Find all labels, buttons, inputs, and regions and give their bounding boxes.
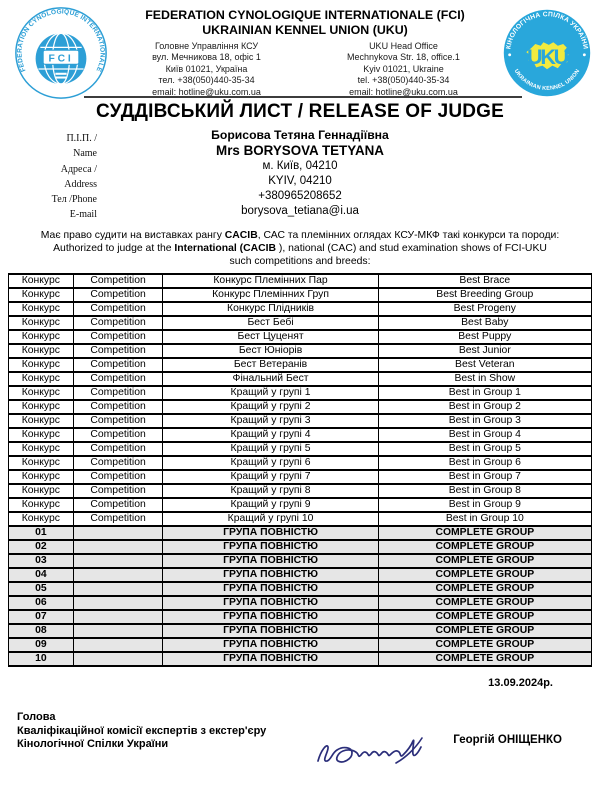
table-cell: Competition — [73, 400, 163, 414]
judge-email: borysova_tetiana@i.ua — [241, 205, 359, 218]
table-cell: Конкурс — [9, 316, 74, 330]
table-cell: ГРУПА ПОВНІСТЮ — [163, 540, 378, 554]
table-cell: Конкурс Племінних Груп — [163, 288, 378, 302]
table-cell: 10 — [9, 652, 74, 666]
table-cell: Best in Group 8 — [378, 484, 591, 498]
table-cell: 07 — [9, 610, 74, 624]
table-cell: Бест Цуценят — [163, 330, 378, 344]
table-cell: 08 — [9, 624, 74, 638]
table-cell: Competition — [73, 414, 163, 428]
table-cell: Competition — [73, 456, 163, 470]
table-cell: Бест Юніорів — [163, 344, 378, 358]
uku-ring-bottom-text: UKRAINIAN KENNEL UNION — [512, 68, 582, 92]
office-en-line: Kyiv 01021, Ukraine — [363, 63, 444, 74]
table-cell: Best Puppy — [378, 330, 591, 344]
table-cell: Кращий у групі 4 — [163, 428, 378, 442]
table-row — [9, 484, 592, 498]
table-cell: Конкурс — [9, 372, 74, 386]
office-en-line: tel. +38(050)440-35-34 — [357, 75, 450, 86]
table-cell: Конкурс — [9, 386, 74, 400]
page-title: СУДДІВСЬКИЙ ЛИСТ / RELEASE OF JUDGE — [95, 101, 505, 122]
table-cell: Конкурс Плідників — [163, 302, 378, 316]
table-cell: COMPLETE GROUP — [378, 554, 591, 568]
table-cell: Best in Group 1 — [378, 386, 591, 400]
signer-position-line: Голова — [17, 711, 56, 723]
label-address-uk: Адреса / — [60, 163, 97, 175]
table-cell: Кращий у групі 6 — [163, 456, 378, 470]
label-phone: Тел /Phone — [51, 194, 97, 206]
table-cell: Конкурс Племінних Пар — [163, 274, 378, 288]
judge-name-en: Mrs BORYSOVA TETYANA — [216, 143, 384, 159]
table-row — [9, 638, 592, 652]
fci-logo-icon — [14, 6, 108, 105]
table-cell: Best Junior — [378, 344, 591, 358]
document-date: 13.09.2024р. — [488, 677, 553, 689]
table-row — [9, 330, 592, 344]
office-address-en — [305, 41, 502, 98]
judge-info-labels — [0, 131, 97, 223]
signer-position-line: Кваліфікаційної комісії експертів з екстер'єру — [17, 724, 267, 737]
office-uk-line: Київ 01021, Україна — [165, 63, 248, 74]
table-cell: Конкурс — [9, 288, 74, 302]
table-cell: Конкурс — [9, 428, 74, 442]
table-cell: Фінальний Бест — [163, 372, 378, 386]
table-cell: ГРУПА ПОВНІСТЮ — [163, 526, 378, 540]
table-cell: 06 — [9, 596, 74, 610]
judge-info-section — [0, 128, 600, 221]
header-center — [108, 4, 502, 98]
table-cell: 04 — [9, 568, 74, 582]
table-cell: Competition — [73, 484, 163, 498]
authorization-line2: Authorized to judge at the International (CACIB ), national (CAC) and stud examination shows of FCI-UKU — [53, 243, 547, 254]
label-email: E-mail — [69, 209, 97, 221]
table-cell: ГРУПА ПОВНІСТЮ — [163, 624, 378, 638]
table-row — [9, 358, 592, 372]
table-cell: Кращий у групі 8 — [163, 484, 378, 498]
uku-logo-icon — [502, 8, 592, 103]
label-name-uk: П.І.П. / — [66, 133, 97, 144]
table-cell: Competition — [73, 330, 163, 344]
table-row — [9, 596, 592, 610]
table-cell — [73, 526, 163, 540]
table-row — [9, 456, 592, 470]
table-cell: Competition — [73, 386, 163, 400]
header-addresses — [108, 41, 502, 98]
office-uk-line: email: hotline@uku.com.ua — [152, 86, 261, 97]
table-row — [9, 568, 592, 582]
table-row — [9, 652, 592, 666]
table-cell — [73, 638, 163, 652]
table-cell: 09 — [9, 638, 74, 652]
table-row — [9, 386, 592, 400]
label-name-en: Name — [73, 148, 97, 160]
table-cell: Конкурс — [9, 414, 74, 428]
table-row — [9, 554, 592, 568]
table-cell: Competition — [73, 428, 163, 442]
table-cell: COMPLETE GROUP — [378, 582, 591, 596]
table-cell — [73, 582, 163, 596]
table-cell: Кращий у групі 7 — [163, 470, 378, 484]
table-cell: 02 — [9, 540, 74, 554]
office-en-line: email: hotline@uku.com.ua — [349, 86, 458, 97]
table-cell: Конкурс — [9, 456, 74, 470]
table-cell — [73, 596, 163, 610]
authorization-line3: such competitions and breeds: — [229, 256, 371, 267]
judge-name-uk: Борисова Тетяна Геннадіївна — [211, 128, 389, 142]
table-cell — [73, 610, 163, 624]
table-cell: Конкурс — [9, 400, 74, 414]
table-cell: Best Breeding Group — [378, 288, 591, 302]
table-row — [9, 526, 592, 540]
table-cell: Best in Show — [378, 372, 591, 386]
table-row — [9, 512, 592, 526]
table-cell: COMPLETE GROUP — [378, 624, 591, 638]
table-row — [9, 428, 592, 442]
table-row — [9, 372, 592, 386]
table-cell: Конкурс — [9, 274, 74, 288]
table-cell: Best Baby — [378, 316, 591, 330]
table-cell — [73, 652, 163, 666]
table-cell: Best in Group 5 — [378, 442, 591, 456]
table-row — [9, 582, 592, 596]
table-cell: Best in Group 4 — [378, 428, 591, 442]
table-cell: Competition — [73, 274, 163, 288]
table-cell: Best Veteran — [378, 358, 591, 372]
table-cell: ГРУПА ПОВНІСТЮ — [163, 554, 378, 568]
table-cell: ГРУПА ПОВНІСТЮ — [163, 652, 378, 666]
signer-position — [17, 711, 266, 752]
table-row — [9, 400, 592, 414]
table-cell: Best in Group 9 — [378, 498, 591, 512]
table-cell: COMPLETE GROUP — [378, 652, 591, 666]
table-cell: COMPLETE GROUP — [378, 540, 591, 554]
table-cell: Best in Group 6 — [378, 456, 591, 470]
table-cell: Конкурс — [9, 498, 74, 512]
table-cell: Competition — [73, 302, 163, 316]
table-cell: Competition — [73, 470, 163, 484]
table-cell: ГРУПА ПОВНІСТЮ — [163, 638, 378, 652]
table-cell — [73, 554, 163, 568]
table-cell: Кращий у групі 9 — [163, 498, 378, 512]
office-en-line: Mechnykova Str. 18, office.1 — [347, 52, 460, 63]
table-row — [9, 288, 592, 302]
signature — [312, 723, 437, 773]
fci-ring-text: FEDERATION CYNOLOGIQUE INTERNATIONALE — [16, 8, 106, 73]
table-cell: Competition — [73, 316, 163, 330]
office-uk-line: тел. +38(050)440-35-34 — [158, 75, 255, 86]
office-uk-line: вул. Мечникова 18, офіс 1 — [152, 52, 261, 63]
table-cell — [73, 568, 163, 582]
table-row — [9, 470, 592, 484]
table-cell: Кращий у групі 2 — [163, 400, 378, 414]
table-row — [9, 316, 592, 330]
table-cell: COMPLETE GROUP — [378, 610, 591, 624]
org-title-line1: FEDERATION CYNOLOGIQUE INTERNATIONALE (FCI) — [145, 8, 465, 22]
table-cell: Competition — [73, 512, 163, 526]
table-cell: Кращий у групі 3 — [163, 414, 378, 428]
footer-section — [0, 701, 600, 796]
table-cell: 03 — [9, 554, 74, 568]
table-cell: Конкурс — [9, 330, 74, 344]
header — [0, 4, 600, 97]
table-row — [9, 414, 592, 428]
table-row — [9, 442, 592, 456]
judge-city-uk: м. Київ, 04210 — [262, 159, 338, 172]
table-cell: ГРУПА ПОВНІСТЮ — [163, 596, 378, 610]
groups-body — [9, 526, 592, 666]
judge-phone: +380965208652 — [258, 190, 342, 203]
table-cell: COMPLETE GROUP — [378, 568, 591, 582]
table-cell: ГРУПА ПОВНІСТЮ — [163, 568, 378, 582]
table-cell: ГРУПА ПОВНІСТЮ — [163, 582, 378, 596]
table-cell: Competition — [73, 442, 163, 456]
table-cell: Competition — [73, 358, 163, 372]
table-cell: COMPLETE GROUP — [378, 638, 591, 652]
table-cell: 01 — [9, 526, 74, 540]
table-cell: ГРУПА ПОВНІСТЮ — [163, 610, 378, 624]
table-cell: Competition — [73, 344, 163, 358]
authorization-line1: Має право судити на виставках рангу CACIB, САС та племінних оглядах КСУ-МКФ такі конкурси та породи: — [40, 230, 560, 241]
table-row — [9, 624, 592, 638]
table-row — [9, 610, 592, 624]
label-address-en: Address — [64, 178, 97, 190]
office-address-uk — [108, 41, 305, 98]
table-cell: Competition — [73, 372, 163, 386]
table-cell: Competition — [73, 498, 163, 512]
table-cell: 05 — [9, 582, 74, 596]
table-cell: Best in Group 2 — [378, 400, 591, 414]
table-row — [9, 540, 592, 554]
table-cell: Кращий у групі 10 — [163, 512, 378, 526]
table-row — [9, 274, 592, 288]
table-cell: Best Brace — [378, 274, 591, 288]
authorization-text — [0, 229, 600, 268]
table-cell: Best in Group 10 — [378, 512, 591, 526]
org-title-line2: UKRAINIAN KENNEL UNION (UKU) — [202, 23, 408, 37]
uku-ring-top-text: КІНОЛОГІЧНА СПІЛКА УКРАЇНИ — [505, 11, 589, 50]
signer-name: Георгій ОНІЩЕНКО — [453, 734, 562, 746]
table-cell: Конкурс — [9, 484, 74, 498]
table-row — [9, 344, 592, 358]
table-cell: Конкурс — [9, 344, 74, 358]
table-cell: Best in Group 3 — [378, 414, 591, 428]
table-cell: Конкурс — [9, 470, 74, 484]
table-cell: Конкурс — [9, 512, 74, 526]
office-uk-line: Головне Управління КСУ — [154, 41, 259, 51]
table-cell — [73, 624, 163, 638]
table-cell: Конкурс — [9, 358, 74, 372]
fci-monogram: FCI — [48, 53, 74, 65]
signer-position-line: Кінологічної Спілки України — [17, 738, 169, 750]
competitions-table — [8, 273, 592, 667]
table-cell: COMPLETE GROUP — [378, 596, 591, 610]
table-cell: Competition — [73, 288, 163, 302]
uku-monogram: UKU — [527, 43, 567, 69]
table-cell: Кращий у групі 5 — [163, 442, 378, 456]
competitions-body — [9, 274, 592, 526]
table-cell: Кращий у групі 1 — [163, 386, 378, 400]
table-cell: Конкурс — [9, 442, 74, 456]
office-en-line: UKU Head Office — [369, 41, 438, 51]
table-cell: Бест Ветеранів — [163, 358, 378, 372]
table-row — [9, 498, 592, 512]
table-cell: COMPLETE GROUP — [378, 526, 591, 540]
table-cell: Best Progeny — [378, 302, 591, 316]
table-cell: Best in Group 7 — [378, 470, 591, 484]
table-row — [9, 302, 592, 316]
table-cell — [73, 540, 163, 554]
judge-city-en: KYIV, 04210 — [268, 174, 332, 187]
table-cell: Конкурс — [9, 302, 74, 316]
table-cell: Бест Бебі — [163, 316, 378, 330]
